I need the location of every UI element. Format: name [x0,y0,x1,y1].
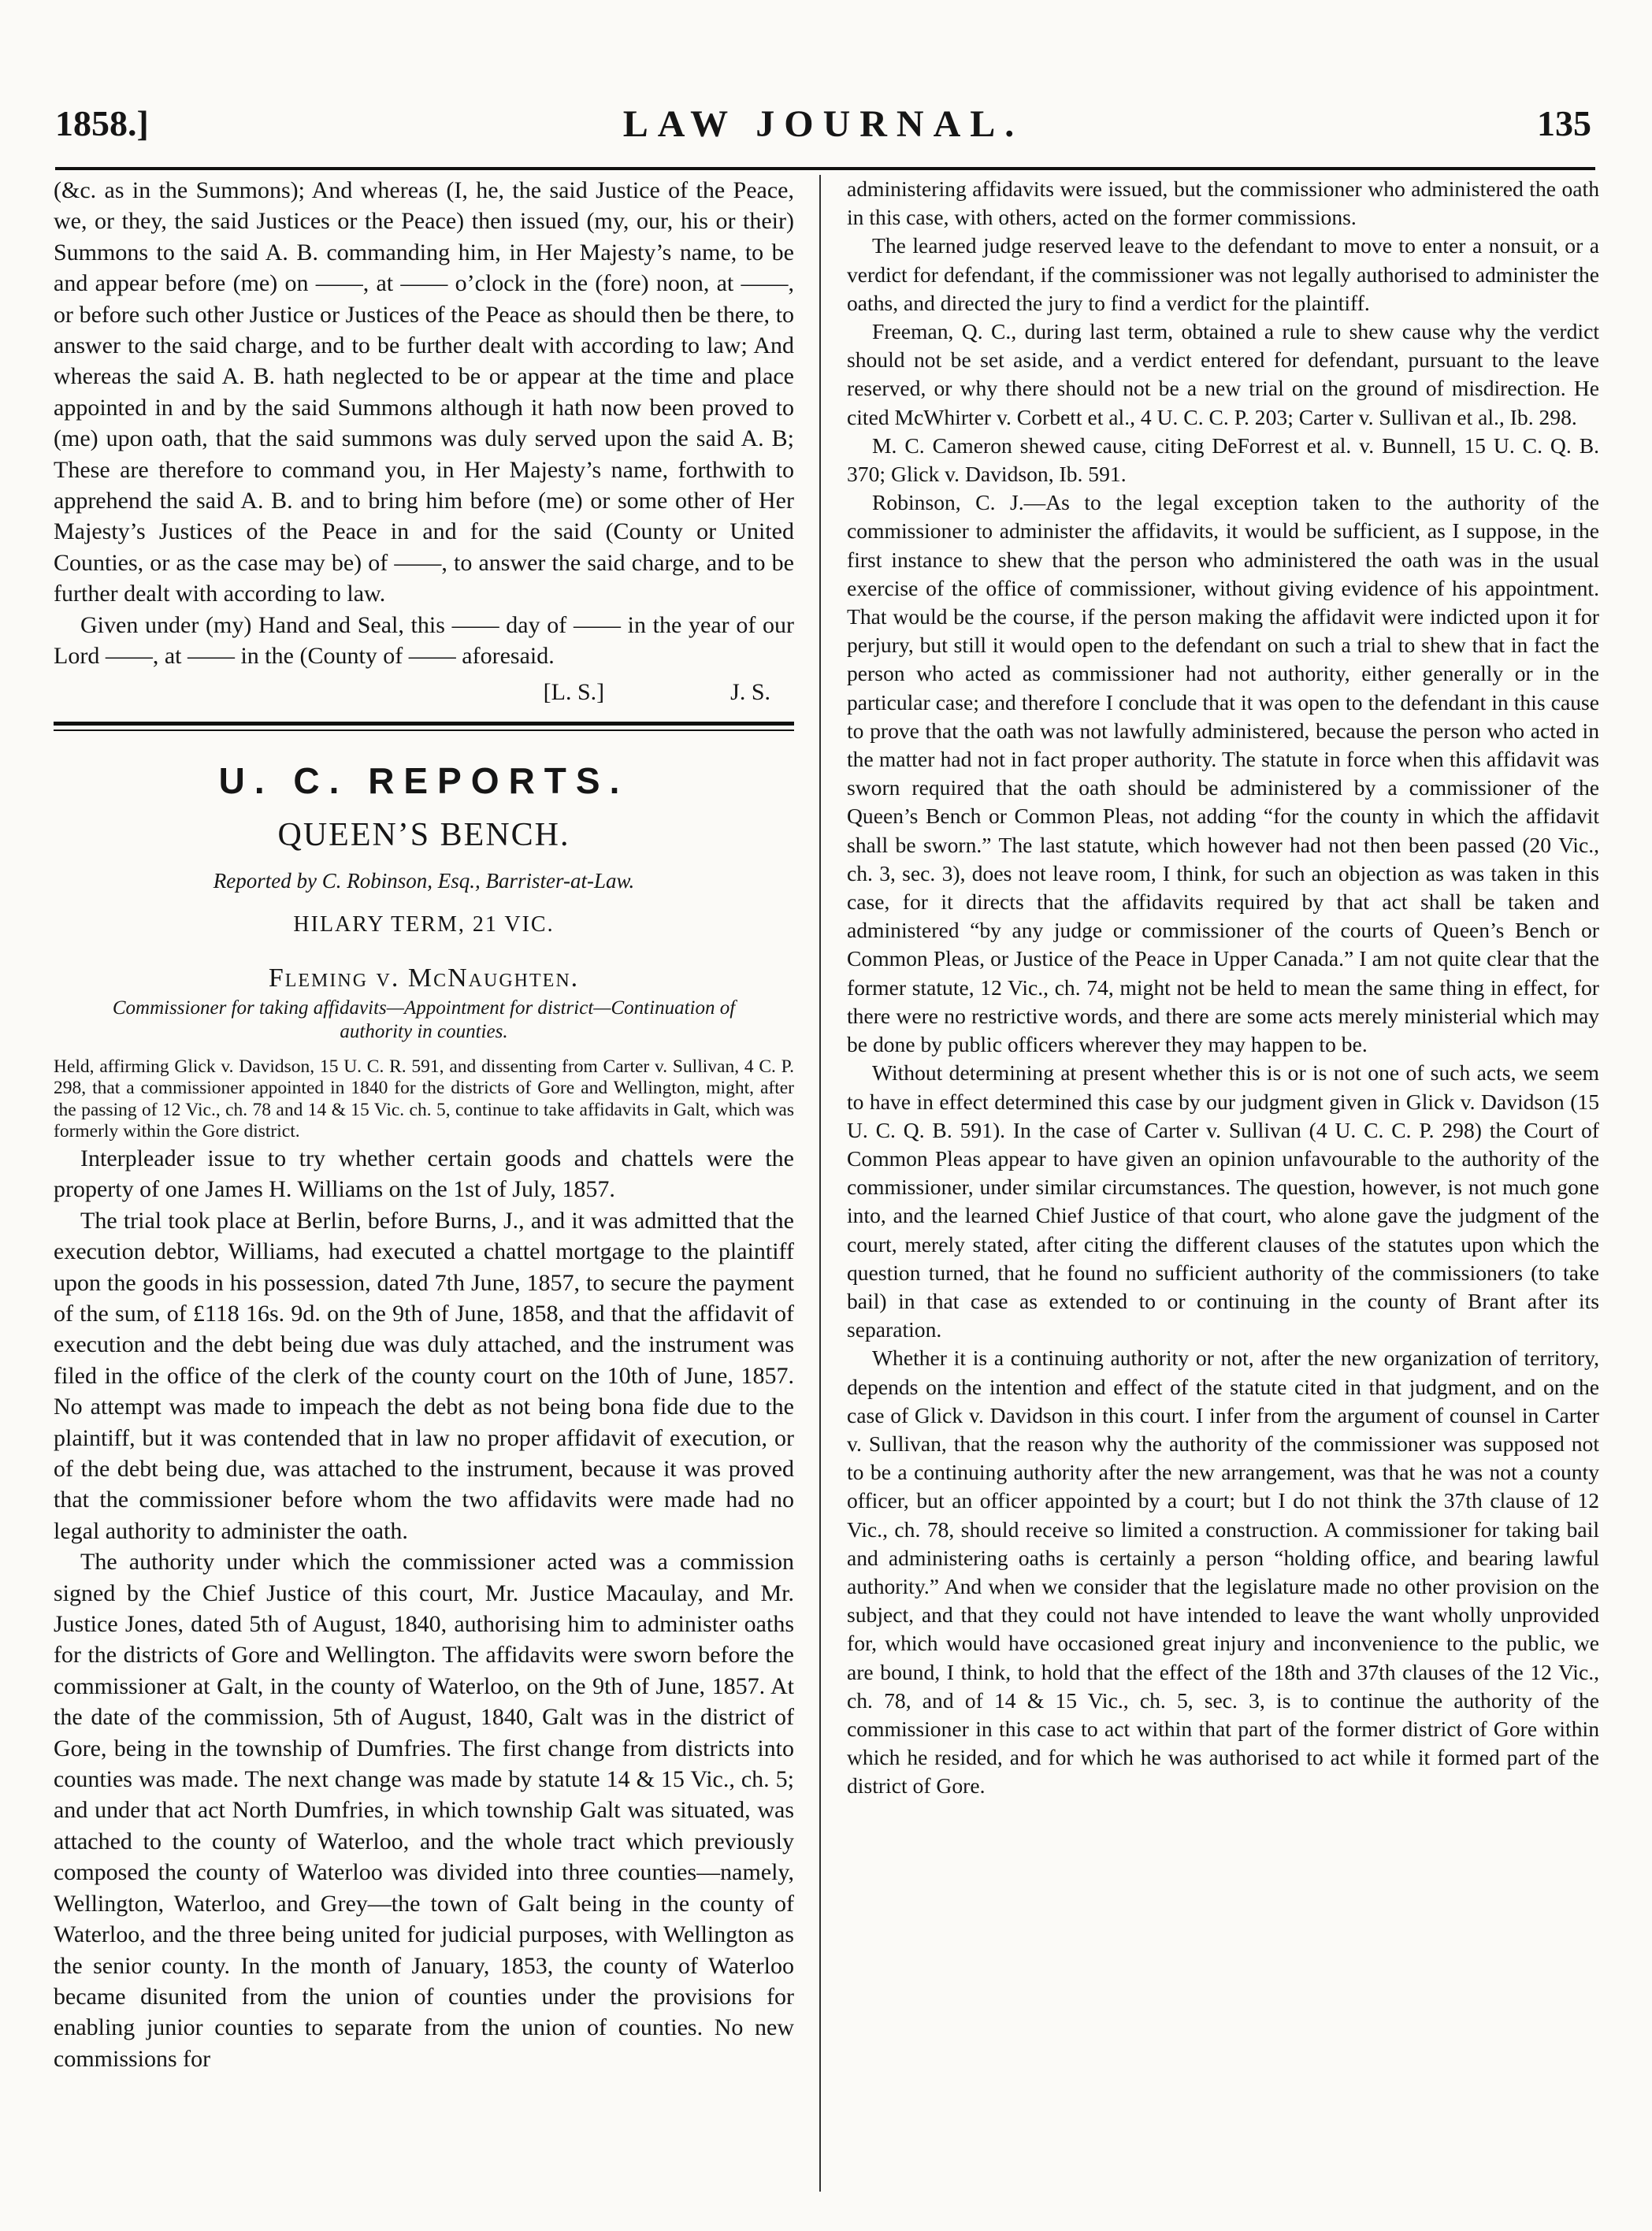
term-heading: HILARY TERM, 21 VIC. [293,912,555,937]
paragraph-interpleader: Interpleader issue to try whether certain goods and chattels were the property of one James H. Williams on the 1st of July, 1857. [54,1145,794,1203]
paragraph-freeman: Freeman, Q. C., during last term, obtained a rule to shew cause why the verdict should not be set aside, and a verdict entered for defendant, pursuant to the leave reserved, or why there should not be a new trial on the ground of misdirection. He cited McWhirter v. Corbett et al., 4 U. C. C. P. 203; Carter v. Sullivan et al., Ib. 298. [847,319,1599,429]
running-header [55,102,1591,165]
paragraph-trial: The trial took place at Berlin, before Burns, J., and it was admitted that the execution debtor, Williams, had executed a chattel mortgage to the plaintiff upon the goods in his possession, dated 7th June, 1857, to secure the payment of the sum, of £118 16s. 9d. on the 9th of June, 1858, and that the affidavit of execution and the debt being due was duly attached, and the instrument was filed in the office of the clerk of the county court on the 10th of June, 1857. No attempt was made to impeach the debt as not being bona fide due to the plaintiff, but it was contended that in law no proper affidavit of execution, or of the debt being due, was attached to the instrument, because it was proved that the commissioner before whom the two affidavits were made had no legal authority to administer the oath. [54,1207,794,1544]
section-rule [54,722,794,731]
header-rule [55,167,1595,170]
right-column [847,175,1599,2199]
paragraph-robinson-judgment: Robinson, C. J.—As to the legal exception taken to the authority of the commissioner to administer the affidavits, it would be sufficient, as I suppose, in the first instance to shew that the person who administered the oath was in the usual exercise of the office of commissioner, without giving evidence of his appointment. That would be the course, if the person making the affidavit were indicted upon it for perjury, but still it would open to the defendant on such a trial to shew that in fact the person who acted as commissioner had not authority, either generally or in the particular case; and therefore I conclude that it was open to the defendant in this cause to prove that the oath was not lawfully administered, because the person who acted in the matter had not in fact proper authority. The statute in force when this affidavit was sworn required that the oath should be administered by a commissioner of the Queen’s Bench or Common Pleas, not adding “for the county in which the affidavit shall be sworn.” The last statute, which however had not then been passed (20 Vic., ch. 3, sec. 3), does not leave room, I think, for such an objection as was taken in this case, for it directs that the affidavits required by that act shall be taken and administered “by any judge or commissioner of the courts of Queen’s Bench or Common Pleas, or Justice of the Peace in Upper Canada.” I am not quite clear that the former statute, 12 Vic., ch. 74, might not be held to mean the same thing in effect, for there were no restrictive words, and there are some acts merely ministerial which may be done by public officers wherever they may happen to be. [847,490,1599,1057]
paragraph-continuing-authority: Whether it is a continuing authority or not, after the new organization of territory, depends on the intention and effect of the statute cited in that judgment, and on the case of Glick v. Davidson in this court. I infer from the argument of counsel in Carter v. Sullivan, that the reason why the authority of the commissioner was supposed not to be a continuing authority after the new arrangement, was that he was not a county officer, but an officer appointed by a court; but I do not think the 37th clause of 12 Vic., ch. 78, should receive so limited a construction. A commissioner for taking bail and administering oaths is certainly a person “holding office, and bearing lawful authority.” And when we consider that the legislature made no other provision on the subject, and that they could not have intended to leave the want wholly unprovided for, which would have occasioned great injury and inconvenience to the public, we are bound, I think, to hold that the effect of the 18th and 37th clauses of the 12 Vic., ch. 78, and of 14 & 15 Vic., ch. 5, sec. 3, is to continue the authority of the commissioner in this case to act within that part of the former district of Gore within which he resided, and for which he was authorised to act while it formed part of the district of Gore. [847,1346,1599,1799]
case-held: Held, affirming Glick v. Davidson, 15 U. C. R. 591, and dissenting from Carter v. Sullivan, 4 C. P. 298, that a commissioner appointed in 1840 for the districts of Gore and Wellington, might, after the passing of 12 Vic., ch. 78 and 14 & 15 Vic. ch. 5, continue to take affidavits in Galt, which was formerly within the Gore district. [54,1056,794,1142]
section-title: U. C. REPORTS. [218,759,629,801]
signature-initials: J. S. [730,678,770,705]
header-title: LAW JOURNAL. [622,103,1024,145]
court-heading: QUEEN’S BENCH. [277,817,570,854]
case-title: Fleming v. McNaughten. [268,963,580,993]
reporter-line: Reported by C. Robinson, Esq., Barrister-at-Law. [213,868,635,893]
warrant-form-text: (&c. as in the Summons); And whereas (I, he, the said Justice of the Peace, we, or they, the said Justices or the Peace) then issued (my, our, his or their) Summons to the said A. B. commanding him, in Her Majesty’s name, to be and appear before (me) on ——, at —— o’clock in the (fore) noon, at ——, or before such other Justice or Justices of the Peace as should then be there, to answer to the said charge, and to be further dealt with according to law; And whereas the said A. B. hath neglected to be or appear at the time and place appointed in and by the said Summons although it hath now been proved to (me) upon oath, that the said summons was duly served upon the said A. B; These are therefore to command you, in Her Majesty’s name, forthwith to apprehend the said A. B. and to bring him before (me) or some other of Her Majesty’s Justices of the Peace in and for the said (County or United Counties, or as the case may be) of ——, to answer the said charge, and to be further dealt with according to law. [54,177,794,607]
signature-line [54,677,794,707]
seal-mark: [L. S.] [543,678,605,705]
header-year: 1858.] [55,103,149,143]
header-page-number: 135 [1537,103,1591,143]
paragraph-cameron: M. C. Cameron shewed cause, citing DeForrest et al. v. Bunnell, 15 U. C. Q. B. 370; Glick v. Davidson, Ib. 591. [847,432,1599,487]
paragraph-authority: The authority under which the commissioner acted was a commission signed by the Chief Justice of this court, Mr. Justice Macaulay, and Mr. Justice Jones, dated 5th of August, 1840, authorising him to administer oaths for the districts of Gore and Wellington. The affidavits were sworn before the commissioner at Galt, in the county of Waterloo, on the 9th of June, 1857. At the date of the commission, 5th of August, 1840, Galt was in the district of Gore, being in the township of Dumfries. The first change from districts into counties was made. The next change was made by statute 14 & 15 Vic., ch. 5; and under that act North Dumfries, in which township Galt was situated, was attached to the county of Waterloo, and the whole tract which previously composed the county of Waterloo was divided into three counties—namely, Wellington, Waterloo, and Grey—the town of Galt being in the county of Waterloo, and the three being united for judicial purposes, with Wellington as the senior county. In the month of January, 1853, the county of Waterloo became disunited from the union of counties under the provisions for enabling junior counties to separate from the union of counties. No new commissions for [54,1549,794,2072]
paragraph-without-determining: Without determining at present whether this is or is not one of such acts, we seem to have in effect determined this case by our judgment given in Glick v. Davidson (15 U. C. Q. B. 591). In the case of Carter v. Sullivan (4 U. C. C. P. 298) the Court of Common Pleas appear to have given an opinion unfavourable to the authority of the commissioner, under similar circumstances. The question, however, is not much gone into, and the learned Chief Justice of that court, who alone gave the judgment of the court, merely stated, after citing the different clauses of the statutes upon which the question turned, that he found no sufficient authority of the commissioners (to take bail) in that case as extended to or continuing in the county of Brant after its separation. [847,1060,1599,1342]
case-headnote-subject: Commissioner for taking affidavits—Appointment for district—Continuation of authority in counties. [112,997,736,1042]
warrant-given-under: Given under (my) Hand and Seal, this —— day of —— in the year of our Lord ——, at —— in the (County of —— aforesaid. [54,611,794,670]
paragraph-leave-reserved: The learned judge reserved leave to the defendant to move to enter a nonsuit, or a verdict for defendant, if the commissioner was not legally authorised to administer the oaths, and directed the jury to find a verdict for the plaintiff. [847,233,1599,315]
column-divider [819,175,821,2192]
left-column [54,175,794,2199]
paragraph-continued: administering affidavits were issued, but the commissioner who administered the oath in this case, with others, acted on the former commissions. [847,176,1599,230]
